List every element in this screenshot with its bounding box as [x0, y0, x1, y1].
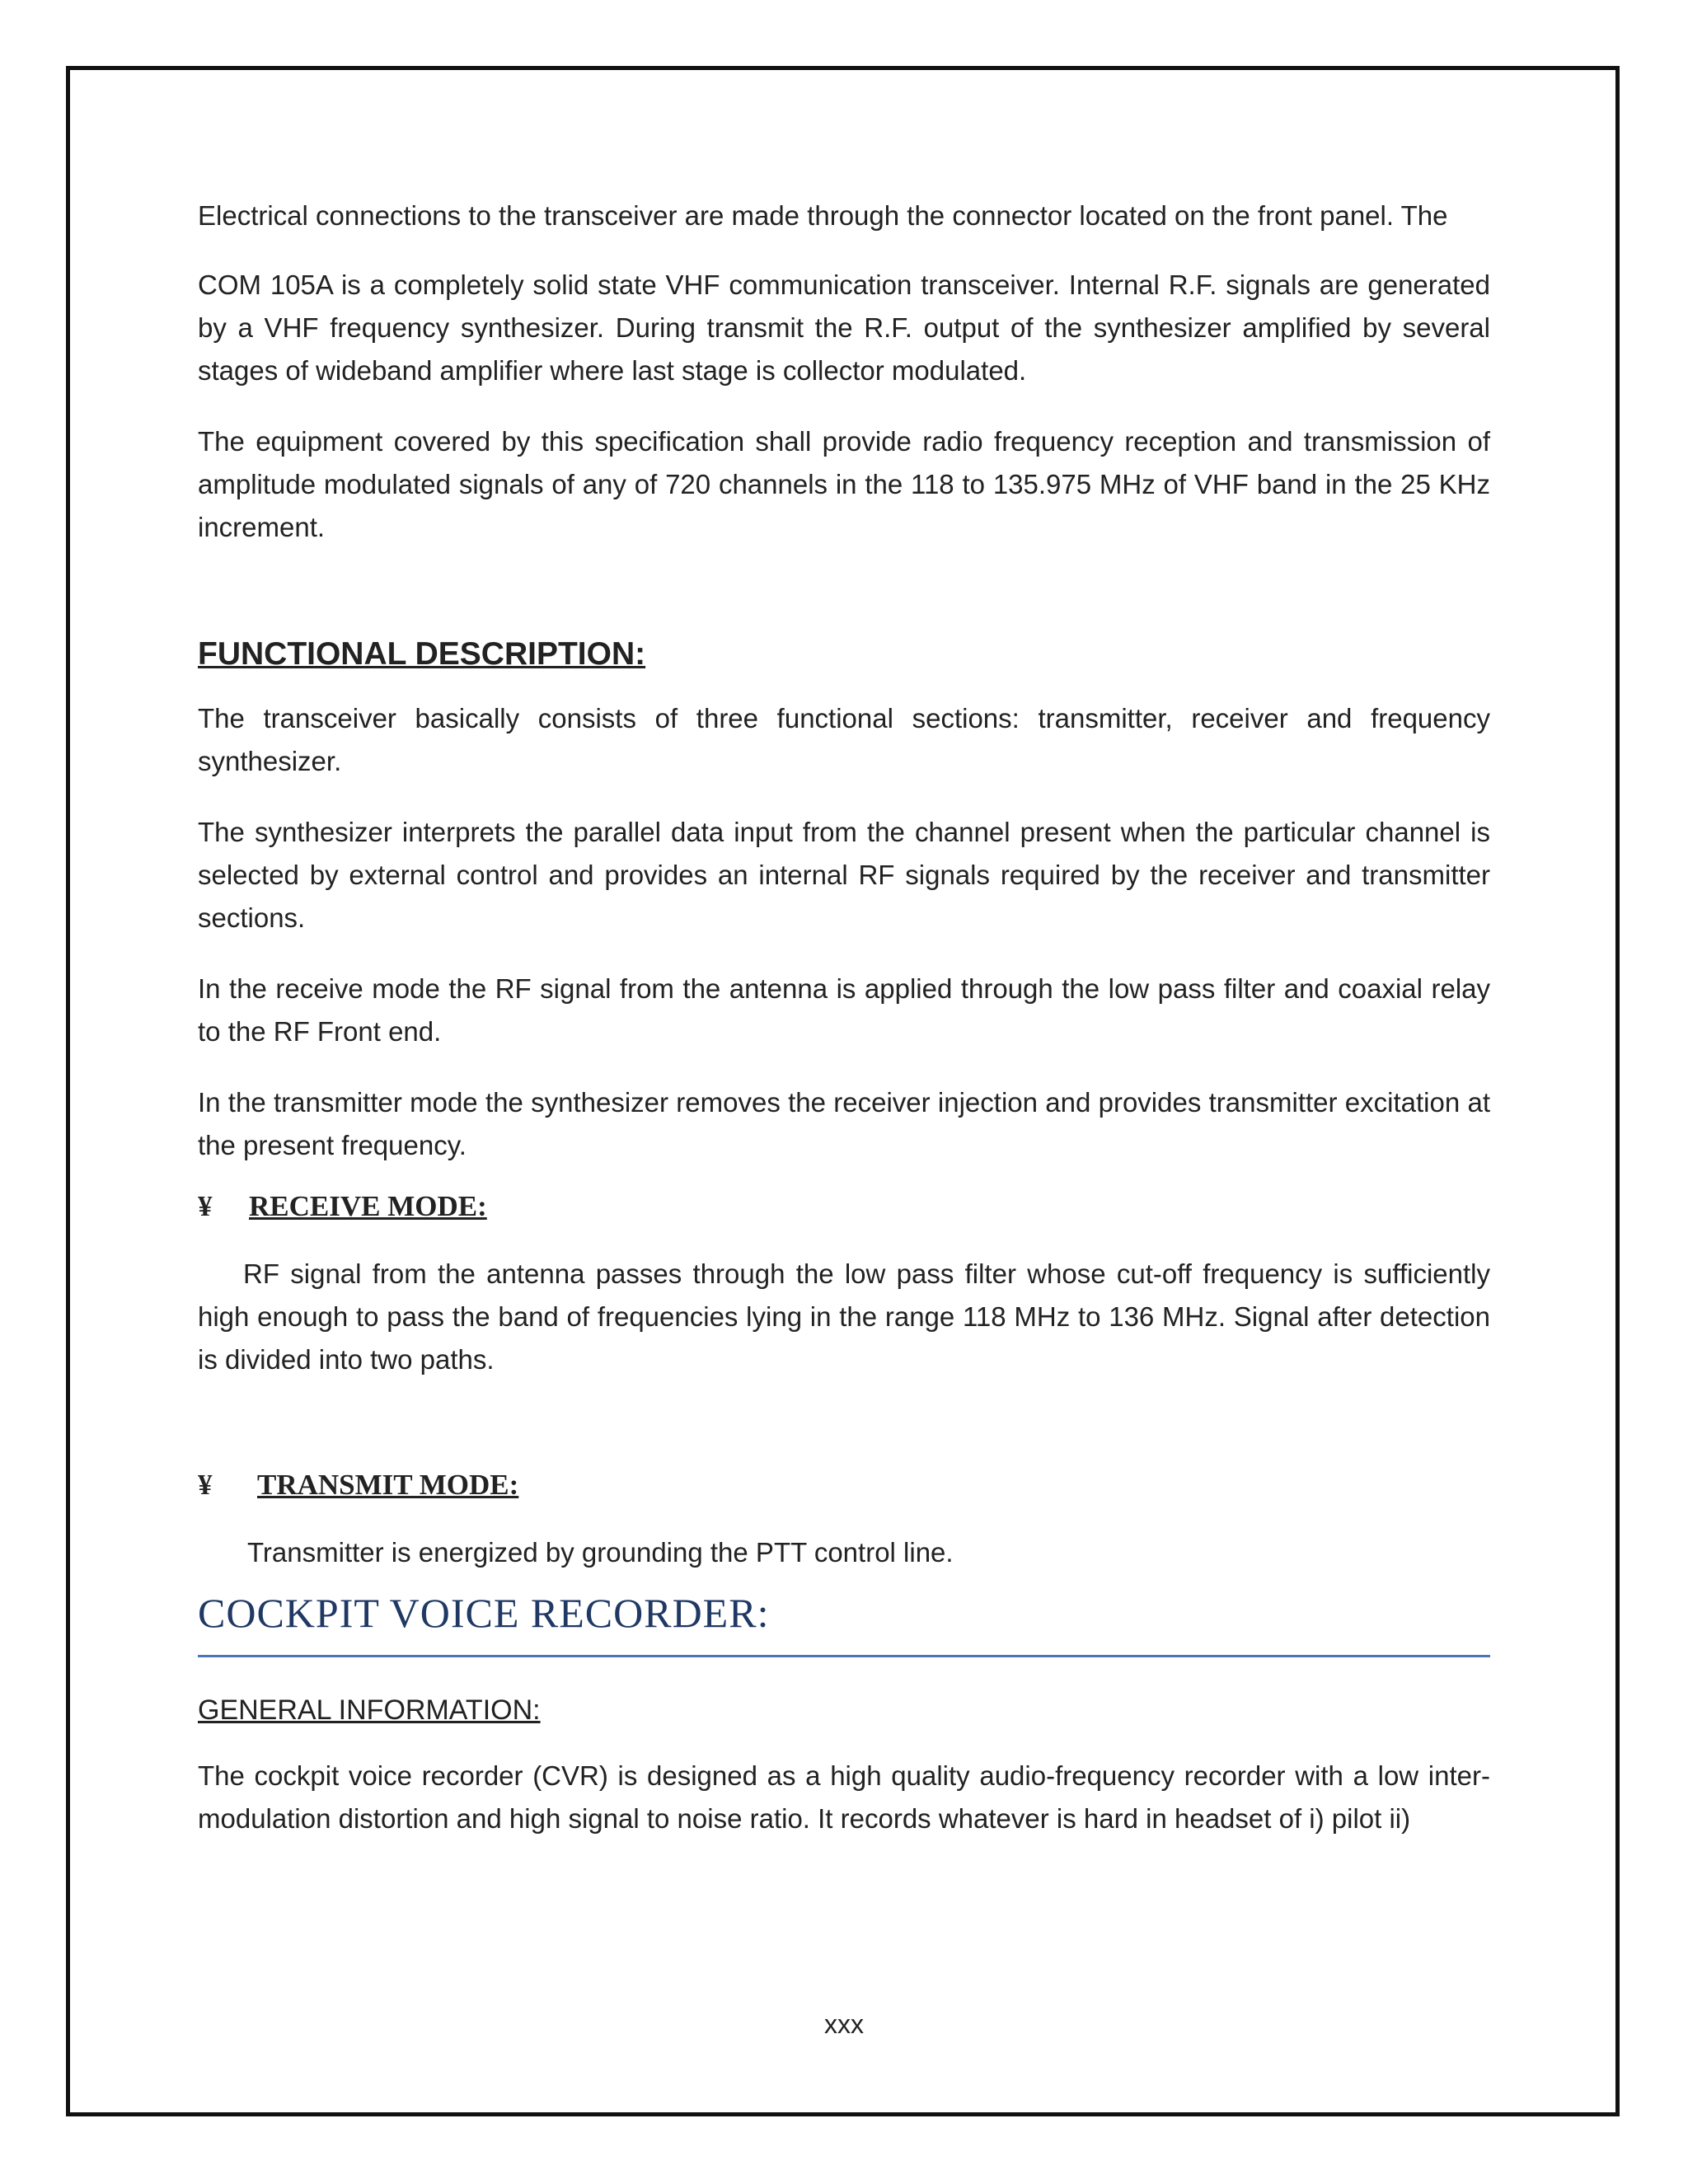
functional-paragraph-2: The synthesizer interprets the parallel data input from the channel present when the particular channel is selected by external control and provides an internal RF signals required by the receiver and transmitter sections.: [198, 817, 1490, 933]
general-information-heading: GENERAL INFORMATION:: [198, 1694, 541, 1726]
intro-paragraph-3: The equipment covered by this specification shall provide radio frequency reception and transmission of amplitude modulated signals of any of 720 channels in the 118 to 135.975 MHz of VHF band in the 25 KHz increment.: [198, 426, 1490, 542]
functional-paragraph-4: In the transmitter mode the synthesizer removes the receiver injection and provides transmitter excitation at the present frequency.: [198, 1087, 1490, 1160]
cockpit-voice-recorder-title: COCKPIT VOICE RECORDER:: [198, 1586, 1490, 1657]
cvr-general-paragraph: The cockpit voice recorder (CVR) is designed as a high quality audio-frequency recorder with a low inter-modulation distortion and high signal to noise ratio. It records whatever is hard in headset of i) pilot ii): [198, 1760, 1490, 1834]
bullet-marker: ¥: [198, 1469, 213, 1501]
intro-paragraph-2: COM 105A is a completely solid state VHF communication transceiver. Internal R.F. signals are generated by a VHF frequency synthesizer. During transmit the R.F. output of the synthesizer amplified by several stages of wideband amplifier where last stage is collector modulated.: [198, 269, 1490, 386]
page-number: xxx: [824, 2009, 864, 2039]
functional-description-heading: FUNCTIONAL DESCRIPTION:: [198, 636, 646, 672]
bullet-marker: ¥: [198, 1190, 213, 1222]
document-body: [198, 194, 1490, 1840]
receive-mode-label: RECEIVE MODE:: [249, 1190, 487, 1222]
intro-paragraph-1: Electrical connections to the transceiver are made through the connector located on the front panel. The: [198, 200, 1448, 231]
receive-mode-paragraph: RF signal from the antenna passes through the low pass filter whose cut-off frequency is sufficiently high enough to pass the band of frequencies lying in the range 118 MHz to 136 MHz. Signal after detection is divided into two paths.: [198, 1258, 1490, 1375]
functional-paragraph-1: The transceiver basically consists of three functional sections: transmitter, receiver and frequency synthesizer.: [198, 703, 1490, 776]
transmit-mode-label: TRANSMIT MODE:: [257, 1469, 519, 1501]
transmit-mode-heading: [198, 1464, 1490, 1507]
receive-mode-heading: [198, 1185, 1490, 1228]
transmit-mode-paragraph: Transmitter is energized by grounding the PTT control line.: [247, 1537, 954, 1568]
functional-paragraph-3: In the receive mode the RF signal from the antenna is applied through the low pass filter and coaxial relay to the RF Front end.: [198, 973, 1490, 1047]
